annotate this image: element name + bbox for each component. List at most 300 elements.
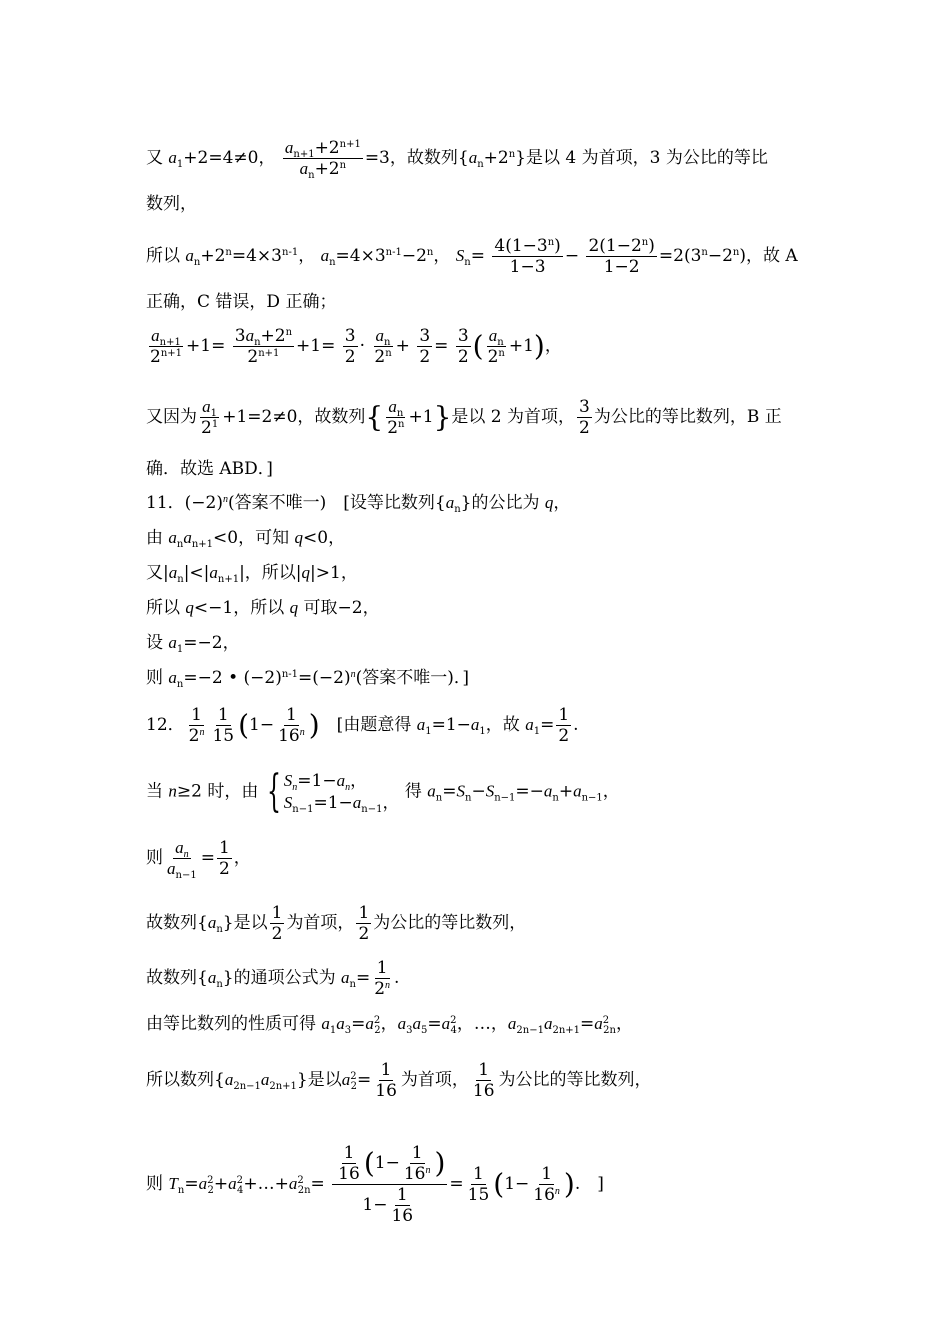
line-12 [146, 632, 240, 654]
math-token: a [185, 246, 194, 265]
math-token: n [554, 1186, 560, 1197]
math-token: a [470, 715, 480, 734]
math-token: +1= [186, 336, 226, 356]
math-token: 1− [374, 1153, 400, 1173]
math-token: 15 [212, 726, 235, 746]
math-token [586, 236, 656, 257]
math-token: 1 [191, 705, 202, 725]
line-8 [146, 492, 570, 514]
math-token: n+1 [258, 348, 280, 359]
math-token: q [289, 598, 299, 617]
math-token: 正确，C 错误，D 正确； [146, 292, 337, 312]
math-token: )，故 A [739, 246, 798, 266]
math-token: n [292, 782, 298, 793]
line-13 [146, 667, 469, 689]
math-token: n [329, 257, 336, 268]
math-token: +2 [314, 159, 340, 179]
math-token: ， [553, 493, 571, 513]
math-token: 1− [504, 1174, 530, 1194]
case-system [264, 766, 400, 817]
math-token: a [321, 1014, 330, 1033]
math-token: 2 [350, 1071, 357, 1082]
math-token [492, 236, 562, 257]
math-token: a [168, 668, 177, 687]
math-token: n [398, 419, 405, 430]
math-token: ) [648, 236, 655, 256]
math-token: n [547, 237, 555, 248]
math-token: 2 [350, 1081, 357, 1092]
fraction [456, 326, 471, 367]
math-token: a [397, 1014, 407, 1033]
math-token [245, 347, 281, 367]
math-token: n [497, 337, 504, 348]
line-21 [146, 1143, 604, 1226]
math-token: a [299, 159, 309, 178]
math-token: S [283, 771, 293, 790]
fraction [466, 1164, 492, 1205]
math-token: (答案不唯一)．] [355, 668, 469, 688]
math-token: + [395, 336, 410, 356]
math-token: a [341, 1070, 351, 1089]
math-token: 3 [406, 1025, 413, 1036]
fraction [343, 326, 358, 367]
math-token: a [260, 1070, 270, 1089]
math-token: n [222, 494, 228, 505]
math-token: n [477, 159, 484, 170]
math-token: a [468, 148, 478, 167]
math-token: 故数列{ [146, 913, 208, 933]
math-token: n [350, 669, 356, 680]
line-4 [146, 291, 336, 313]
math-token: 2 [374, 347, 386, 367]
fraction [389, 1185, 415, 1226]
fraction [276, 705, 307, 746]
math-token: n-1 [282, 247, 299, 258]
math-token: · [359, 336, 365, 356]
math-token: ， [544, 336, 562, 356]
math-token: a [336, 1014, 345, 1033]
math-token: ) [563, 1167, 575, 1201]
math-token: <0， [303, 528, 346, 548]
line-14 [146, 705, 579, 746]
math-token: 当 [146, 781, 169, 802]
math-token: 1 [541, 1164, 553, 1184]
math-token [332, 1143, 447, 1185]
math-token: n [552, 792, 559, 804]
math-token: a [284, 138, 294, 157]
math-token: S [455, 246, 465, 265]
math-token: 1 [478, 1060, 490, 1080]
math-token [385, 418, 406, 438]
math-token: q [185, 598, 194, 617]
math-token: 2 [373, 1015, 381, 1026]
math-token [283, 138, 363, 159]
math-token: = [449, 1174, 464, 1194]
math-token: q [294, 528, 304, 547]
math-token: 3 [579, 397, 590, 417]
math-token: ， [350, 771, 368, 791]
math-token: 1 [558, 705, 570, 725]
math-token [386, 397, 405, 418]
math-token: 则 [146, 668, 169, 688]
fraction [165, 838, 199, 879]
math-token: = [442, 781, 457, 802]
math-token: n [177, 574, 184, 585]
math-token: 2 [218, 859, 230, 879]
math-token: <0，可知 [213, 528, 295, 548]
math-token: +1 [508, 336, 534, 356]
math-token: 1−3 [509, 257, 546, 277]
fraction [336, 1143, 362, 1184]
math-token: ， [380, 1014, 398, 1034]
math-token: [由题意得 [319, 715, 417, 735]
math-token: a [209, 563, 218, 582]
math-token: =−2 • (−2) [183, 668, 282, 688]
math-token [531, 1185, 562, 1205]
math-token: 2 [374, 1025, 381, 1036]
line-17 [146, 903, 526, 944]
math-token: a [445, 493, 455, 512]
math-token: T [168, 1174, 178, 1193]
math-token: 2n+1 [552, 1025, 580, 1036]
math-token: 2(1−2 [588, 236, 642, 256]
math-token: n [732, 247, 740, 258]
fraction [148, 326, 184, 367]
math-token: 又| [146, 563, 169, 583]
math-token: a [336, 771, 346, 790]
line-2 [146, 193, 197, 215]
math-token: 1 [176, 159, 184, 170]
math-token: = [200, 848, 215, 868]
line-6 [146, 397, 782, 438]
math-token: 4(1−3 [494, 236, 548, 256]
math-token: a [441, 1014, 451, 1033]
math-token: +2 [483, 148, 509, 168]
math-token: +…+ [243, 1174, 289, 1194]
math-token: =(−2) [298, 668, 351, 688]
math-token: a [352, 793, 362, 812]
math-token: ( [472, 329, 484, 363]
math-token [173, 838, 191, 859]
math-token: 2 [344, 347, 356, 367]
math-token: ， [602, 781, 620, 802]
math-token: −2 [401, 246, 427, 266]
math-token: =2(3 [658, 246, 702, 266]
math-token: = [580, 1014, 595, 1034]
line-20 [146, 1060, 652, 1101]
math-token: 1 [271, 903, 283, 923]
math-token: 2 [579, 418, 590, 438]
math-token: 2 [450, 1015, 457, 1026]
math-token: n [254, 337, 261, 348]
math-token: = [357, 1070, 372, 1090]
math-token: 所以 [146, 246, 186, 266]
math-token: n−1 [494, 792, 516, 804]
math-token: a [168, 563, 178, 582]
math-token: a [365, 1014, 374, 1033]
math-token: =1− [431, 715, 471, 735]
math-token: +2=4≠0， [183, 148, 276, 168]
math-token: − [471, 781, 486, 802]
math-token: n-1 [385, 247, 402, 258]
math-token: n [176, 679, 184, 690]
math-token: n+1 [159, 337, 181, 348]
math-token: a [488, 326, 498, 345]
fraction [486, 326, 507, 367]
math-token: a [388, 397, 397, 416]
math-token: 1 [217, 705, 229, 725]
math-token: ，…， [456, 1014, 508, 1034]
math-token: 1 [329, 1025, 337, 1036]
math-token: }是以 [296, 1070, 342, 1090]
math-token: 则 [146, 848, 163, 868]
math-token: n [435, 792, 443, 804]
math-token: (答案不唯一) [设等比数列{ [227, 493, 446, 513]
math-token: 2 [419, 347, 431, 367]
math-token: 2 [558, 726, 570, 746]
math-token: 2n−1 [516, 1025, 544, 1036]
line-18 [146, 958, 399, 999]
math-token: 得 [404, 781, 428, 802]
math-token: 又 [146, 148, 169, 168]
math-token: 2 [374, 979, 386, 999]
math-token: 2 [297, 1175, 304, 1186]
math-token: +2 [314, 138, 340, 158]
math-token: 16 [338, 1164, 360, 1184]
math-token: ) [434, 1146, 446, 1180]
math-token: S [456, 781, 465, 801]
math-token: =4×3 [231, 246, 282, 266]
big-fraction [332, 1143, 447, 1226]
math-token: = [434, 336, 449, 356]
math-token: 数列， [146, 194, 197, 214]
fraction [385, 397, 406, 438]
math-token [284, 770, 400, 792]
math-token: 1− [249, 715, 275, 735]
math-token: } [433, 400, 452, 434]
line-11 [146, 597, 380, 619]
fraction [531, 1164, 562, 1205]
math-token: n [426, 247, 434, 258]
math-token: a [183, 528, 192, 547]
math-token: 由 [146, 528, 169, 548]
math-token: 2 [207, 1185, 214, 1196]
math-token: + [213, 1174, 229, 1194]
math-token: 2 [201, 418, 212, 438]
math-token: a [416, 715, 426, 734]
math-token: ≥2 时，由 [176, 781, 259, 802]
math-token: a [573, 781, 582, 801]
math-token: 1 [286, 705, 297, 725]
math-token: n [498, 348, 505, 359]
math-token: n [464, 257, 471, 268]
math-token: n [701, 247, 708, 258]
math-token: 为公比的等比数列， [498, 1070, 652, 1090]
math-token: n+1 [191, 539, 214, 550]
math-token: 1 [218, 838, 230, 858]
math-token: 为公比的等比数列， [373, 913, 527, 933]
math-token: a [167, 859, 176, 878]
math-token: 是以 2 为首项， [451, 407, 576, 427]
math-token: 1 [425, 726, 432, 737]
math-token: 2 [188, 726, 200, 746]
math-token: n [385, 980, 391, 991]
math-token: 2 [150, 347, 161, 367]
math-token: =−2， [183, 633, 240, 653]
math-token: n [308, 170, 315, 181]
line-19 [146, 1013, 633, 1035]
math-token: a [341, 968, 350, 987]
math-token: 1 [211, 419, 219, 430]
math-token: 3 [234, 326, 246, 346]
math-token: n [299, 727, 305, 738]
math-token: n-1 [281, 669, 299, 680]
math-token: a [202, 397, 211, 416]
math-token [233, 326, 294, 347]
math-token: a [320, 246, 330, 265]
fraction [210, 705, 236, 746]
math-token: }是以 4 为首项，3 为公比的等比 [515, 148, 768, 168]
math-token: n [199, 727, 205, 738]
fraction [417, 326, 432, 367]
math-token: ， [382, 793, 400, 813]
math-token: a [207, 968, 217, 987]
math-token: 故数列{ [146, 968, 208, 988]
math-token: 5 [421, 1025, 428, 1036]
math-token: 所以数列{ [146, 1070, 225, 1090]
math-token: = [540, 715, 555, 735]
math-token [199, 418, 220, 438]
math-token: =3，故数列{ [364, 148, 469, 168]
math-token [165, 859, 199, 879]
math-token: 1−2 [603, 257, 640, 277]
fraction [372, 958, 392, 999]
math-token: 3 [457, 326, 469, 346]
math-token: n−1 [581, 792, 603, 804]
math-token: 1 [210, 408, 218, 419]
math-token: a [168, 148, 177, 167]
math-token: q [544, 493, 554, 512]
math-token: ，故 [485, 715, 526, 735]
math-token: ， [433, 246, 456, 266]
math-token: = [427, 1014, 442, 1034]
math-token: 16 [375, 1081, 397, 1101]
math-token: |>1， [310, 563, 358, 583]
fraction [283, 138, 363, 179]
math-token: a [245, 326, 255, 345]
math-token: =1− [297, 771, 337, 791]
line-7 [146, 458, 273, 480]
math-token: −2 [707, 246, 733, 266]
math-token [360, 1185, 419, 1226]
math-token: a [228, 1174, 237, 1193]
math-token [402, 1164, 433, 1184]
math-token: n [396, 408, 404, 419]
math-token: n [193, 257, 201, 268]
math-token: +1 [408, 407, 434, 427]
fraction [356, 903, 371, 944]
math-token: 为公比的等比数列，B 正 [593, 407, 782, 427]
math-token: n [177, 1185, 185, 1196]
math-token: n [216, 979, 223, 990]
math-token [276, 726, 307, 746]
math-token: 1 [396, 1185, 408, 1205]
fraction [217, 838, 232, 879]
math-token: ( [493, 1167, 505, 1201]
math-token: 2 [271, 924, 283, 944]
fraction [187, 705, 207, 746]
math-token: ( [238, 708, 250, 742]
math-token: n+1 [160, 348, 183, 359]
line-5 [146, 326, 562, 367]
math-token: 16 [391, 1206, 414, 1226]
math-token: 2 [602, 1015, 610, 1026]
math-token: . [394, 968, 400, 988]
math-token: 2n−1 [233, 1081, 261, 1092]
math-token: n [216, 924, 223, 935]
fraction [233, 326, 294, 367]
math-token: 可取−2， [298, 598, 380, 618]
math-token: 15 [467, 1185, 490, 1205]
math-token: n [345, 782, 351, 793]
math-token: n−1 [175, 870, 197, 881]
math-token: 2n [297, 1185, 311, 1196]
math-token: = [470, 246, 485, 266]
math-token: n [168, 781, 177, 801]
math-token: =1− [313, 793, 353, 813]
math-token: = [351, 1014, 366, 1034]
fraction [402, 1143, 433, 1184]
math-token [372, 347, 393, 367]
line-1 [146, 138, 768, 179]
math-token: + [558, 781, 574, 802]
math-token: =4×3 [335, 246, 386, 266]
math-token: }的公比为 [460, 493, 545, 513]
line-3 [146, 236, 798, 277]
math-token [284, 770, 400, 814]
math-token: 由等比数列的性质可得 [146, 1014, 322, 1034]
math-token: 2n+1 [269, 1081, 297, 1092]
math-token: +2 [260, 326, 286, 346]
math-token: 2n [603, 1025, 616, 1036]
math-token: ) [533, 329, 545, 363]
math-token: S [485, 781, 495, 801]
math-token: n [454, 504, 461, 515]
math-token: n [225, 247, 232, 258]
math-token: n [176, 539, 184, 550]
math-token: { [365, 400, 384, 434]
math-token: 为首项， [286, 913, 355, 933]
math-token: 2 [457, 347, 469, 367]
fraction [577, 397, 592, 438]
math-token: . [573, 715, 579, 735]
math-token: a [168, 528, 177, 547]
math-token: . ] [574, 1174, 604, 1194]
math-token: { [266, 766, 281, 817]
math-token: ) [308, 708, 320, 742]
math-token: = [184, 1174, 199, 1194]
math-token: 2 [247, 347, 259, 367]
math-token: 3 [344, 1025, 352, 1036]
math-token: 16 [472, 1081, 495, 1101]
math-token: }的通项公式为 [222, 968, 342, 988]
fraction [586, 236, 656, 277]
math-token: a [375, 326, 385, 345]
math-token: 则 [146, 1174, 169, 1194]
math-token: 所以 [146, 598, 186, 618]
fraction [556, 705, 571, 746]
math-token: 确．故选 ABD．] [146, 459, 273, 479]
